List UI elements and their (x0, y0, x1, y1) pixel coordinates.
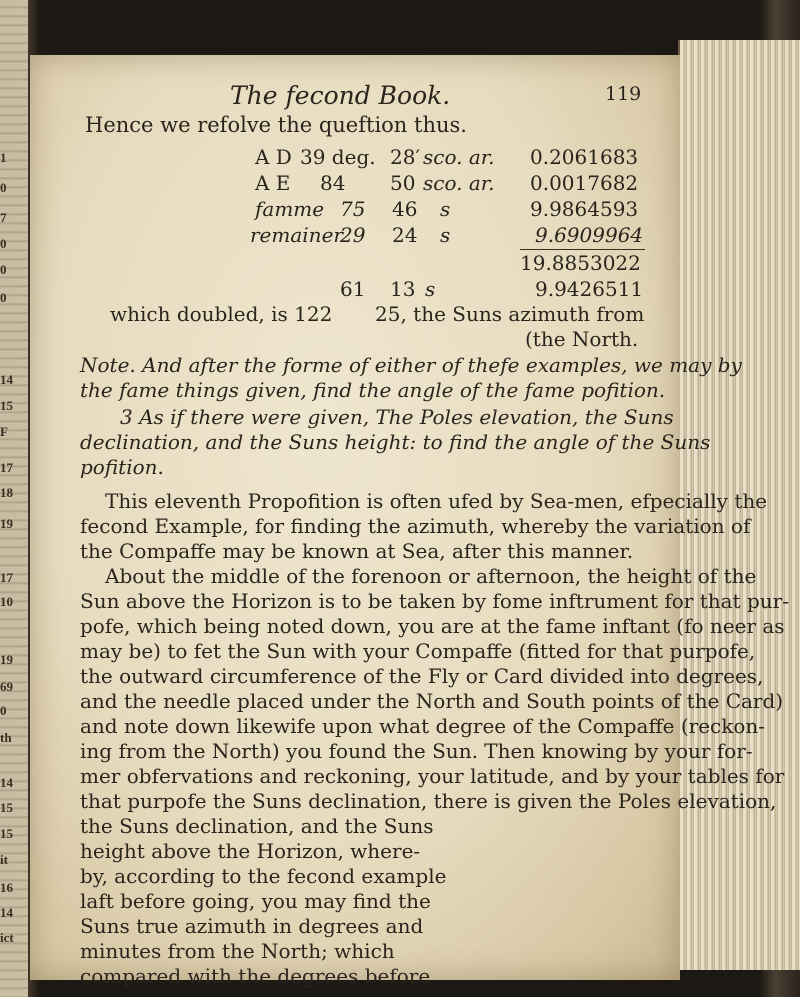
body-line: mer obfervations and reckoning, your latitude, and by your tables for (80, 764, 785, 788)
margin-number: 14 (0, 775, 13, 790)
margin-number: 0 (0, 703, 7, 718)
margin-number: 0 (0, 180, 7, 195)
margin-number: 0 (0, 262, 7, 277)
body-line: About the middle of the forenoon or afternoon, the height of the (105, 564, 757, 588)
body-line: the outward circumference of the Fly or Card divided into degrees, (80, 664, 764, 688)
margin-number: 17 (0, 570, 13, 585)
note-line: the fame things given, find the angle of the fame pofition. (80, 378, 666, 402)
table-label: remainer (250, 223, 343, 247)
table-value: 0.0017682 (530, 171, 639, 195)
note-line: 3 As if there were given, The Poles elevation, the Suns (120, 405, 674, 429)
table-unit: sco. ar. (423, 145, 495, 169)
margin-number: 1 (0, 150, 7, 165)
body-line: and the needle placed under the North and South points of the Card) (80, 689, 784, 713)
margin-number: 15 (0, 800, 13, 815)
sum-rule (520, 249, 645, 250)
page-number: 119 (605, 83, 642, 105)
table-unit: sco. ar. (423, 171, 495, 195)
table-value: 9.6909964 (535, 223, 644, 247)
table-unit: s (425, 277, 436, 301)
margin-number: 15 (0, 826, 13, 841)
table-unit: s (440, 197, 451, 221)
body-line: ing from the North) you found the Sun. Then knowing by your for- (80, 739, 753, 763)
table-label: famme (255, 197, 325, 221)
body-line: may be) to fet the Sun with your Compaffe (fitted for that purpofe, (80, 639, 756, 663)
body-line: and note down likewife upon what degree of the Compaffe (reckon- (80, 714, 766, 738)
left-page-edge (0, 0, 28, 997)
table-deg: 84 (320, 171, 346, 195)
margin-number: 15 (0, 398, 13, 413)
table-min: 28′ (390, 145, 420, 169)
margin-number: 19 (0, 652, 13, 667)
body-line: minutes from the North; which (80, 939, 395, 963)
margin-number: it (0, 852, 8, 867)
table-value: 0.2061683 (530, 145, 639, 169)
doubled-line: which doubled, is 122 (110, 302, 333, 326)
body-line: height above the Horizon, where- (80, 839, 421, 863)
margin-number: 10 (0, 594, 13, 609)
margin-number: 17 (0, 460, 13, 475)
body-line: by, according to the fecond example (80, 864, 447, 888)
note-line: declination, and the Suns height: to find the angle of the Suns (80, 430, 711, 454)
book-page (30, 55, 789, 980)
body-line: laft before going, you may find the (80, 889, 431, 913)
table-label: A E (255, 171, 291, 195)
body-line: that purpofe the Suns declination, there is given the Poles elevation, (80, 789, 777, 813)
table-min: 50 (390, 171, 416, 195)
margin-number: F (0, 424, 8, 439)
body-line: Sun above the Horizon is to be taken by fome inftrument for that pur- (80, 589, 789, 613)
margin-number: 14 (0, 372, 13, 387)
margin-number: 16 (0, 880, 13, 895)
margin-number: 19 (0, 516, 13, 531)
table-label: A D (255, 145, 292, 169)
table-deg: 39 deg. (300, 145, 376, 169)
table-deg: 61 (340, 277, 366, 301)
table-unit: s (440, 223, 451, 247)
margin-number: 0 (0, 290, 7, 305)
table-deg: 29 (340, 223, 366, 247)
body-line: the Suns declination, and the Suns (80, 814, 434, 838)
table-value: 9.9864593 (530, 197, 639, 221)
body-line: compared with the degrees before (80, 964, 431, 988)
north-line: (the North. (525, 327, 639, 351)
note-line: Note. And after the forme of either of thefe examples, we may by (80, 353, 742, 377)
margin-number: 7 (0, 210, 7, 225)
body-line: This eleventh Propofition is often ufed by Sea-men, efpecially the (105, 489, 768, 513)
table-deg: 75 (340, 197, 366, 221)
table-value: 19.8853022 (520, 251, 641, 275)
margin-number: 69 (0, 679, 13, 694)
body-line: Suns true azimuth in degrees and (80, 914, 424, 938)
body-line: pofe, which being noted down, you are at the fame inftant (fo neer as (80, 614, 785, 638)
table-min: 13 (390, 277, 416, 301)
intro-line: Hence we refolve the queftion thus. (85, 113, 467, 137)
doubled-rest: 25, the Suns azimuth from (375, 302, 645, 326)
table-min: 46 (392, 197, 418, 221)
body-line: the Compaffe may be known at Sea, after this manner. (80, 539, 634, 563)
running-header: The fecond Book. (230, 81, 451, 110)
body-line: fecond Example, for finding the azimuth, whereby the variation of (80, 514, 751, 538)
table-value: 9.9426511 (535, 277, 644, 301)
margin-number: 18 (0, 485, 13, 500)
margin-number: th (0, 730, 12, 745)
note-line: pofition. (80, 455, 164, 479)
margin-number: ict (0, 930, 14, 945)
margin-number: 14 (0, 905, 13, 920)
margin-number: 0 (0, 236, 7, 251)
table-min: 24 (392, 223, 418, 247)
